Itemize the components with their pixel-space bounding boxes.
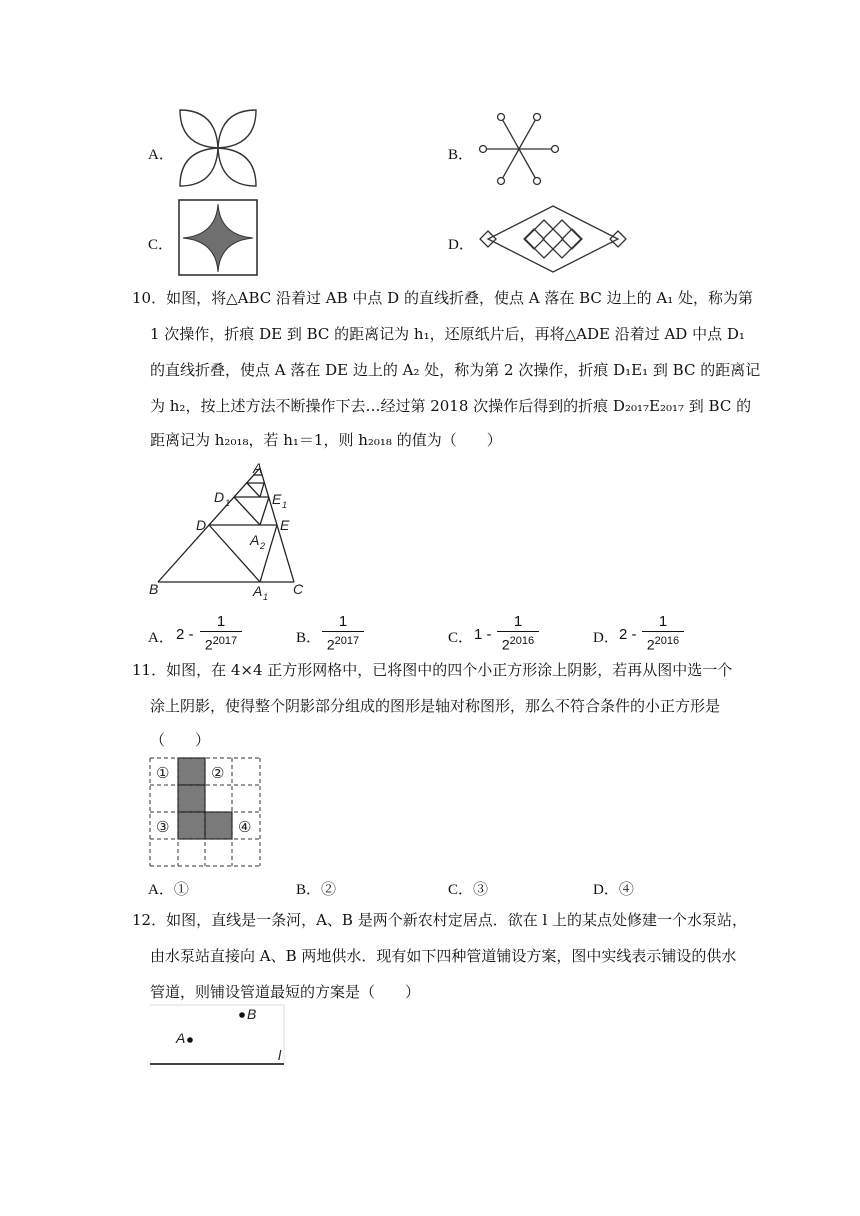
q11-option-a [148,878,189,899]
q10-label-a: A [253,460,263,476]
q10-label-a2-sub: 2 [260,541,266,551]
q10-option-c-letter: C． [448,630,474,646]
q10-text-line-4: 为 h₂，按上述方法不断操作下去…经过第 2018 次操作后得到的折痕 D₂₀₁₇E₂₀₁₇ 到 BC 的 [150,397,752,415]
q10-label-c: C [293,581,304,597]
q10-label-b: B [149,581,159,597]
q10-option-a-letter: A． [148,630,174,646]
q10-option-b-fraction [322,614,364,653]
q9-figure-b-star [474,108,564,190]
q11-option-b [296,878,336,899]
q9-option-c-letter: C． [148,237,174,253]
q10-label-a2: A [250,532,260,548]
q12-point-b [239,1012,245,1018]
q10-option-d-letter: D． [593,630,619,646]
q11-grid-mark-4: ④ [238,819,252,836]
q11-option-c-letter: C． [448,882,474,898]
q10-option-a-exp: 2017 [212,635,238,647]
q12-point-a [187,1037,193,1043]
q11-text-line-3: （ ） [150,731,211,749]
q11-grid-mark-1: ① [156,765,170,782]
q10-option-a-base: 2 [204,636,213,653]
q10-option-b-exp: 2017 [334,635,360,647]
q10-text-line-3: 的直线折叠，使点 A 落在 DE 边上的 A₂ 处，称为第 2 次操作，折痕 D₁E₁ 到 BC 的距离记 [150,361,761,379]
q10-option-d-fraction [642,614,684,653]
q9-figure-a-four-petal [176,106,260,190]
q10-option-c-numerator: 1 [513,613,523,630]
q10-triangle-figure [148,460,308,600]
q9-option-d-letter: D． [448,237,474,253]
q10-option-c-prefix: 1 - [474,626,492,643]
q11-option-b-value: ② [321,882,337,898]
q11-option-b-letter: B． [296,882,322,898]
q10-label-a1-sub: 1 [263,592,269,600]
q10-option-a-prefix: 2 - [176,626,194,643]
q9-option-b-letter: B． [448,147,474,163]
q12-text-line-1: 12．如图，直线是一条河，A、B 是两个新农村定居点．欲在 l 上的某点处修建一个水泵站， [132,911,748,929]
q10-text-line-2: 1 次操作，折痕 DE 到 BC 的距离记为 h₁，还原纸片后，再将△ADE 沿着过 AD 中点 D₁ [150,325,745,343]
q11-grid-mark-3: ③ [156,819,170,836]
q10-option-d-prefix: 2 - [619,626,637,643]
q10-option-a-fraction [200,614,242,653]
q12-label-a: A [176,1030,186,1046]
q10-option-b-numerator: 1 [338,613,348,630]
q10-option-c-exp: 2016 [509,635,535,647]
q12-label-b: B [247,1006,257,1022]
q12-text-line-3: 管道，则铺设管道最短的方案是（ ） [150,983,421,1001]
q10-option-d-base: 2 [646,636,655,653]
q11-shaded-cell [178,812,205,839]
q9-figure-c-square-star [177,198,261,278]
q11-option-c [448,878,488,899]
q11-shaded-cell [178,785,205,812]
q10-option-b-base: 2 [326,636,335,653]
q11-option-a-value: ① [173,882,189,898]
q11-option-d-letter: D． [593,882,619,898]
q10-option-c-fraction [497,614,539,653]
q10-label-d: D [196,517,207,533]
q10-label-a1: A [253,583,263,599]
q12-text-line-2: 由水泵站直接向 A、B 两地供水．现有如下四种管道铺设方案，图中实线表示铺设的供水 [150,947,737,965]
q11-grid-mark-2: ② [211,765,225,782]
q10-text-line-5: 距离记为 h₂₀₁₈，若 h₁＝1，则 h₂₀₁₈ 的值为（ ） [150,431,502,449]
q11-shaded-cell [178,758,205,785]
q10-label-e1: E [272,491,282,507]
q10-option-b-letter: B． [296,630,322,646]
q10-option-d-numerator: 1 [658,613,668,630]
q12-label-l: l [278,1047,282,1063]
q10-label-e1-sub: 1 [282,500,288,510]
q10-label-e: E [280,517,290,533]
q11-option-d-value: ④ [618,882,634,898]
q11-option-c-value: ③ [473,882,489,898]
q10-label-d1: D [214,489,225,505]
q12-river-figure [148,1002,288,1068]
q9-option-a-letter: A． [148,147,174,163]
q11-text-line-1: 11．如图，在 4×4 正方形网格中，已将图中的四个小正方形涂上阴影，若再从图中选一个 [132,661,733,679]
q10-label-d1-sub: 1 [225,498,231,508]
q10-option-c-base: 2 [501,636,510,653]
q11-grid-figure [148,756,264,868]
q9-figure-d-diamonds [474,200,632,278]
q10-text-line-1: 10．如图，将△ABC 沿着过 AB 中点 D 的直线折叠，使点 A 落在 BC 边上的 A₁ 处，称为第 [132,289,754,307]
q10-option-d-exp: 2016 [654,635,680,647]
q11-option-d [593,878,634,899]
q10-option-a-numerator: 1 [216,613,226,630]
q11-text-line-2: 涂上阴影，使得整个阴影部分组成的图形是轴对称图形，那么不符合条件的小正方形是 [150,697,721,715]
q11-shaded-cell [205,812,232,839]
q11-option-a-letter: A． [148,882,174,898]
